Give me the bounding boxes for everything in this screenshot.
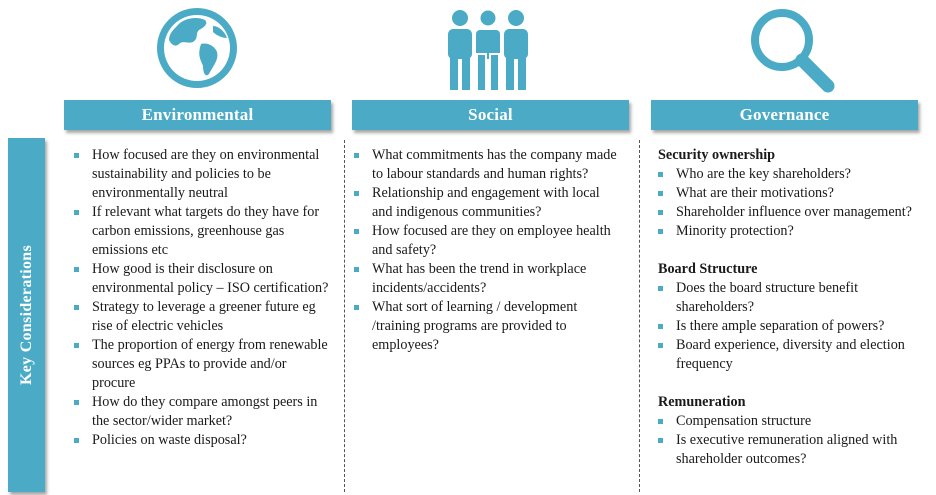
column-divider (344, 140, 345, 492)
list-item: Compensation structure (656, 412, 928, 431)
list-item: What are their motivations? (656, 184, 928, 203)
environmental-header: Environmental (64, 100, 331, 130)
social-column (352, 146, 620, 355)
side-label-text: Key Considerations (17, 244, 35, 386)
environmental-column (72, 146, 330, 450)
list-item: Minority protection? (656, 222, 928, 241)
column-divider (639, 140, 640, 492)
magnifier-icon (748, 6, 838, 96)
list-item: If relevant what targets do they have for carbon emissions, greenhouse gas emissions etc (72, 203, 330, 260)
list-item: What sort of learning / development /training programs are provided to employees? (352, 298, 620, 355)
key-considerations-label (8, 138, 45, 492)
governance-column (656, 146, 928, 469)
list-item: Does the board structure benefit shareholders? (656, 279, 928, 317)
list-item: What has been the trend in workplace incidents/accidents? (352, 260, 620, 298)
list-item: How good is their disclosure on environmental policy – ISO certification? (72, 260, 330, 298)
list-item: Board experience, diversity and election frequency (656, 336, 928, 374)
people-icon (440, 8, 536, 92)
list-item: Strategy to leverage a greener future eg rise of electric vehicles (72, 298, 330, 336)
list-item: How do they compare amongst peers in the sector/wider market? (72, 393, 330, 431)
globe-icon (153, 4, 241, 92)
section-title-security-ownership: Security ownership (658, 147, 776, 163)
list-item: How focused are they on employee health and safety? (352, 222, 620, 260)
social-header: Social (352, 100, 629, 130)
section-title-remuneration: Remuneration (658, 394, 746, 410)
list-item: Is executive remuneration aligned with shareholder outcomes? (656, 431, 928, 469)
list-item: Policies on waste disposal? (72, 431, 330, 450)
list-item: How focused are they on environmental sustainability and policies to be environmentally neutral (72, 146, 330, 203)
section-title-board-structure: Board Structure (658, 261, 758, 277)
governance-header: Governance (651, 100, 918, 130)
list-item: Shareholder influence over management? (656, 203, 928, 222)
list-item: The proportion of energy from renewable sources eg PPAs to provide and/or procure (72, 336, 330, 393)
list-item: Is there ample separation of powers? (656, 317, 928, 336)
list-item: Relationship and engagement with local and indigenous communities? (352, 184, 620, 222)
list-item: What commitments has the company made to labour standards and human rights? (352, 146, 620, 184)
list-item: Who are the key shareholders? (656, 165, 928, 184)
